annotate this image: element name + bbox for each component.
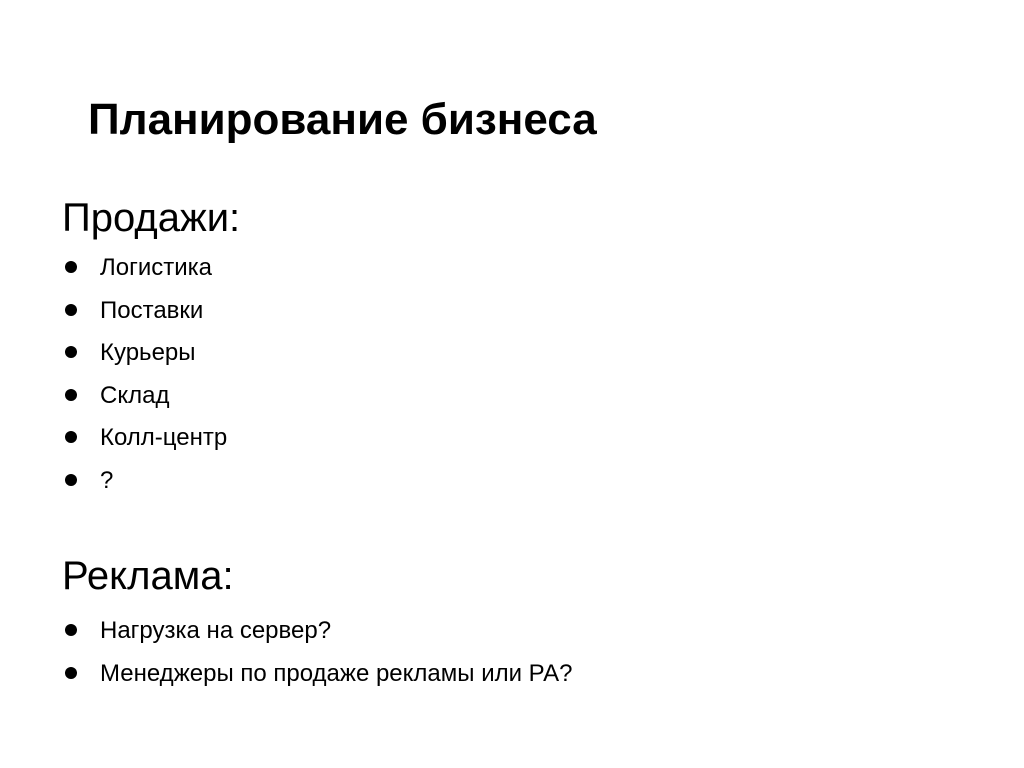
slide-title: Планирование бизнеса <box>88 95 597 144</box>
list-item-text: Менеджеры по продаже рекламы или РА? <box>100 659 573 687</box>
bullet-icon <box>65 667 77 679</box>
list-item-text: Поставки <box>100 296 204 324</box>
list-item-text: Логистика <box>100 254 213 281</box>
list-item-text: Колл-центр <box>100 424 228 452</box>
bullet-icon <box>65 346 77 358</box>
section-heading-ads: Реклама: <box>62 554 234 598</box>
bullet-icon <box>65 474 77 486</box>
bullet-icon <box>65 624 77 636</box>
list-item-text: ? <box>100 466 114 494</box>
section-heading-sales: Продажи: <box>62 196 241 240</box>
list-item-text: Нагрузка на сервер? <box>100 617 332 644</box>
bullet-icon <box>65 304 77 316</box>
list-item-text: Склад <box>100 381 170 409</box>
bullet-icon <box>65 431 77 443</box>
bullet-icon <box>65 261 77 273</box>
bullet-icon <box>65 389 77 401</box>
list-item-text: Курьеры <box>100 339 196 367</box>
